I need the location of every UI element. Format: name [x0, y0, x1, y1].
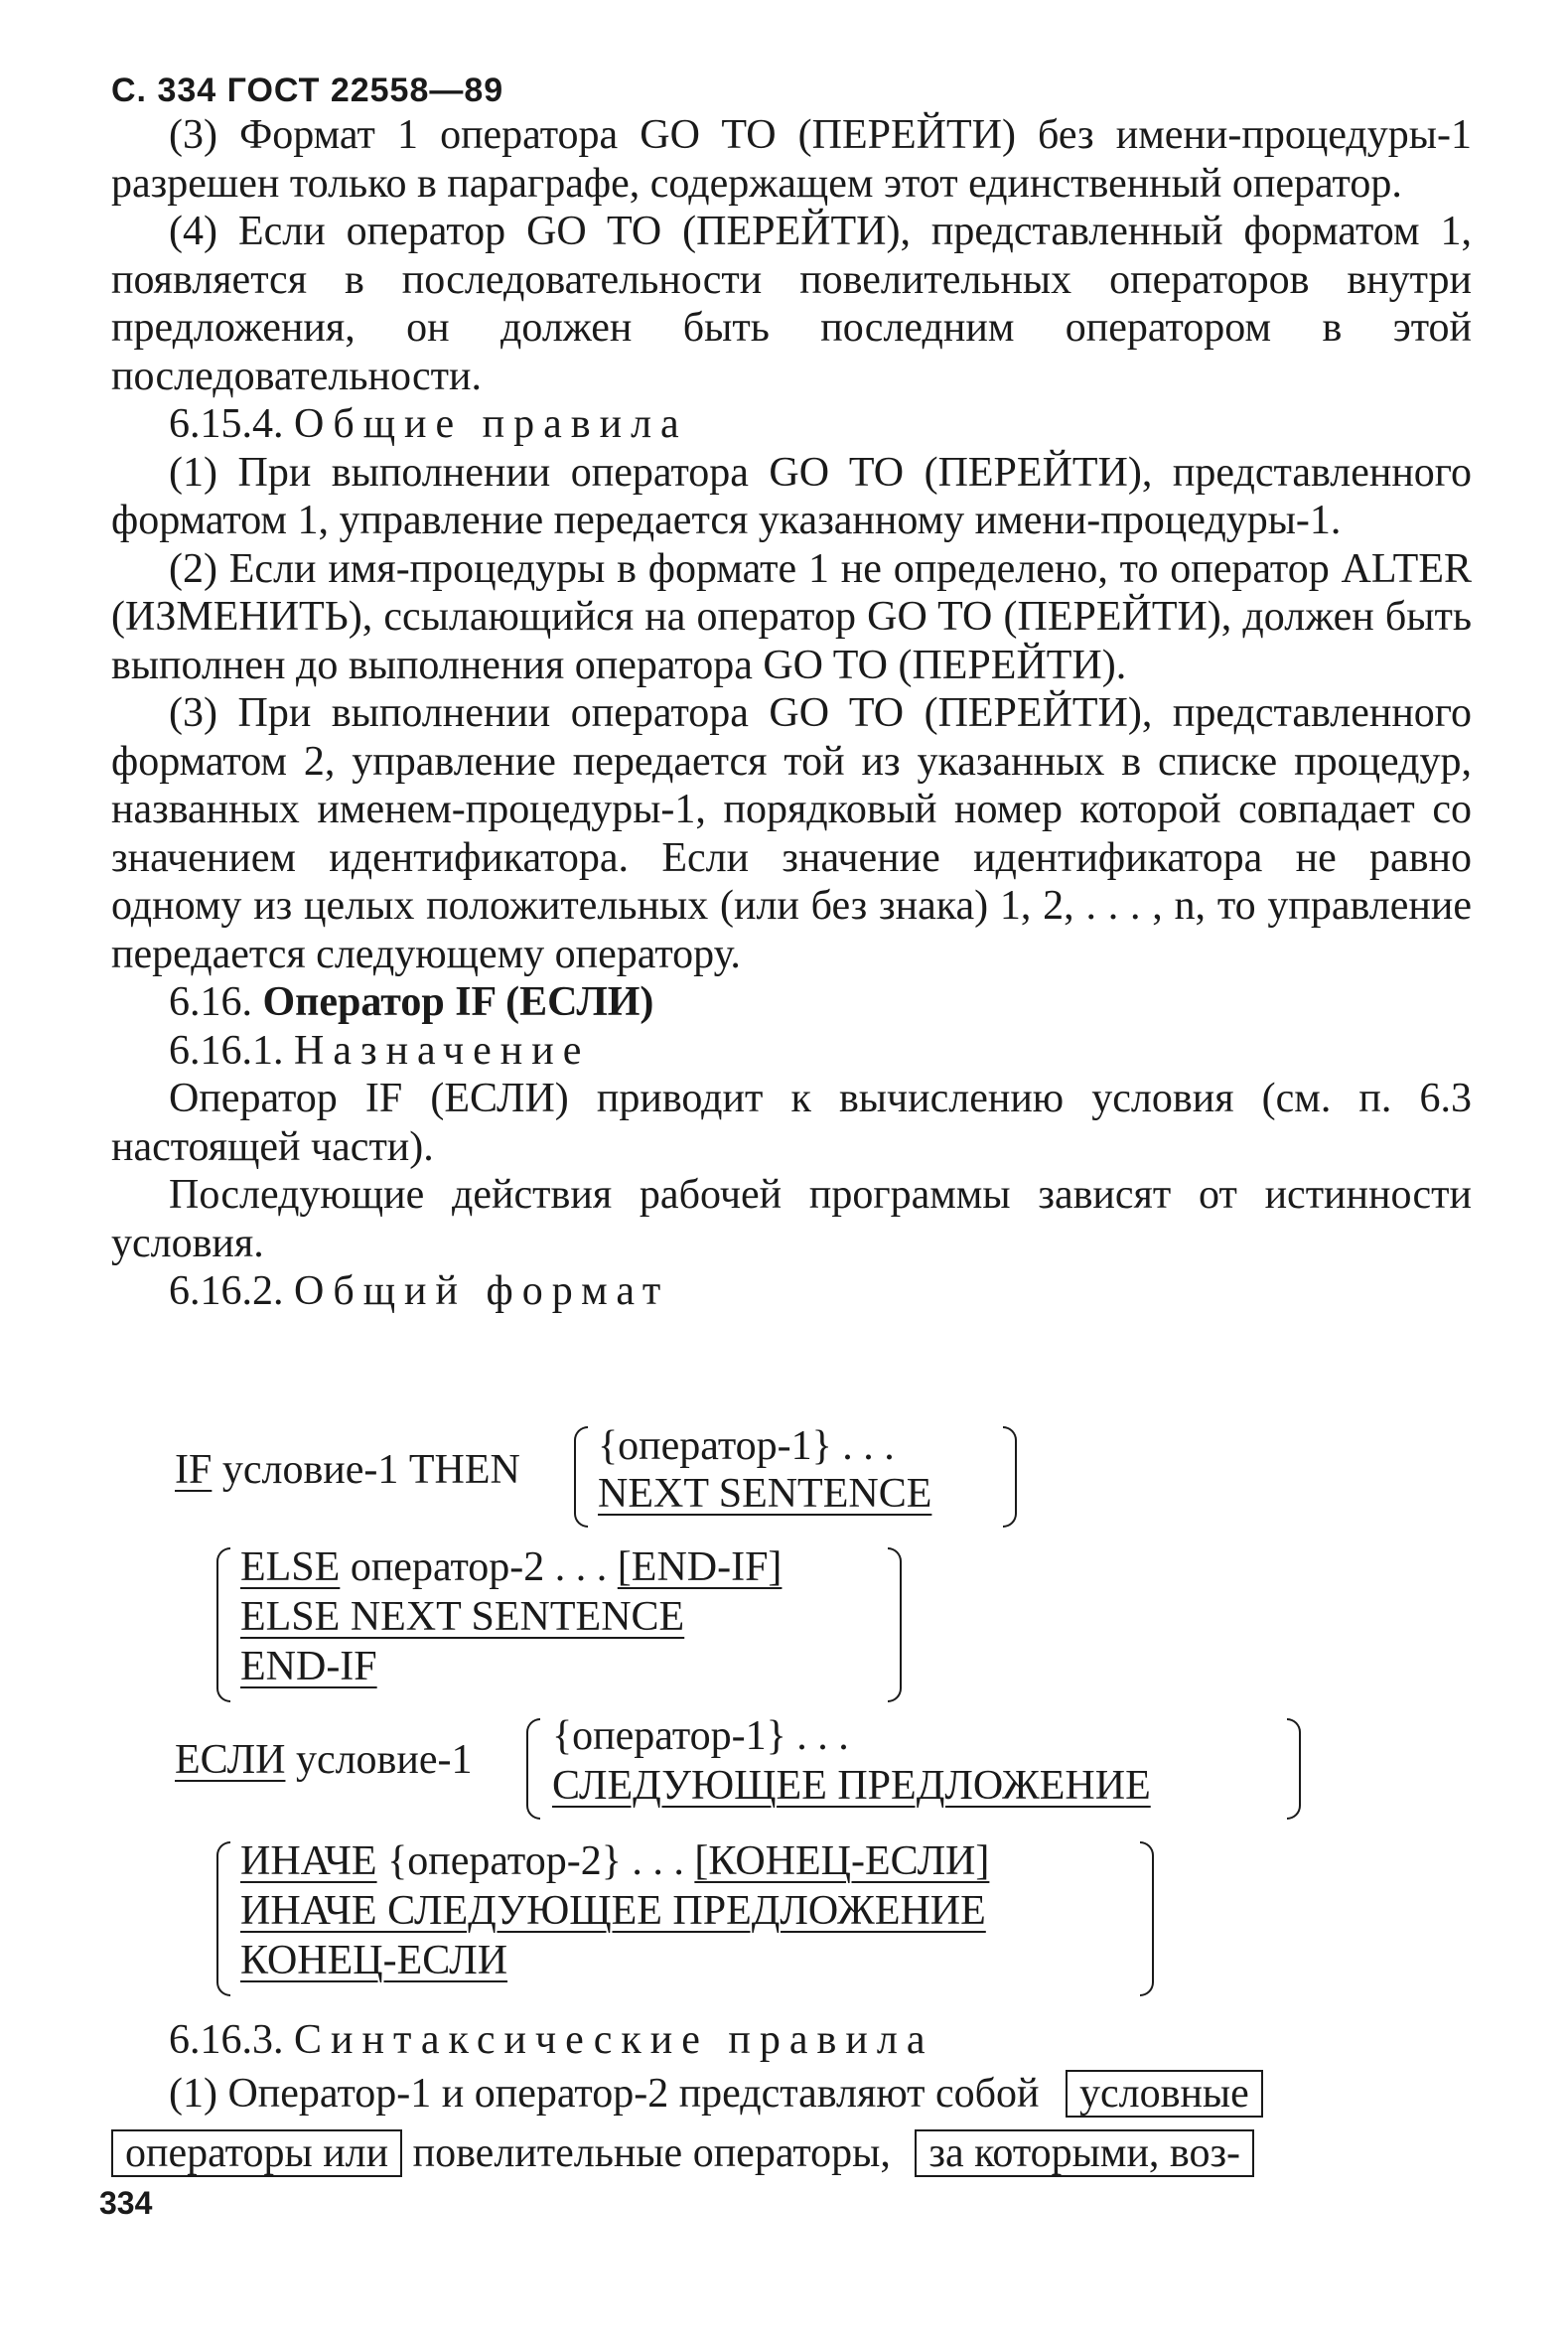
boxed-text: операторы или	[111, 2129, 402, 2177]
inache-line-1	[240, 1837, 989, 1885]
syntax-rule-1-start: (1) Оператор-1 и оператор-2 представляют собой	[169, 2071, 1040, 2117]
else-line-3: END-IF	[240, 1644, 377, 1689]
inache-keyword: ИНАЧЕ	[240, 1838, 377, 1884]
end-if-optional: [END-IF]	[617, 1544, 783, 1590]
rule-3-format: (3) Формат 1 оператора GO TO (ПЕРЕЙТИ) без имени-процедуры-1 разрешен только в параграфе, содержащем этот единственный оператор.	[111, 112, 1472, 207]
else-keyword: ELSE	[240, 1544, 341, 1590]
inache-line-2: ИНАЧЕ СЛЕДУЮЩЕЕ ПРЕДЛОЖЕНИЕ	[240, 1888, 986, 1934]
left-brace	[216, 1547, 230, 1702]
konec-esli-optional: [КОНЕЦ-ЕСЛИ]	[694, 1838, 990, 1884]
esli-condition: условие-1	[295, 1737, 473, 1783]
esli-keyword: ЕСЛИ	[175, 1737, 286, 1783]
page-header: С. 334 ГОСТ 22558—89	[111, 72, 504, 109]
inache-line-3: КОНЕЦ-ЕСЛИ	[240, 1938, 508, 1983]
if-condition: условие-1 THEN	[221, 1447, 520, 1493]
if-keyword: IF	[175, 1447, 213, 1493]
syntax-rule-1-mid: повелительные операторы,	[412, 2130, 891, 2176]
left-brace	[526, 1718, 540, 1820]
general-rule-3: (3) При выполнении оператора GO TO (ПЕРЕЙТИ), представленного форматом 2, управление передается той из указанных в списке процедур, названных именем-процедуры-1, порядковый номер которой совпадает со значением идентификатора. Если значение идентификатора не равно одному из целых положительных (или без знака) 1, 2, . . . , n, то управление передается следующему оператору.	[111, 690, 1472, 977]
esli-alt-2: СЛЕДУЮЩЕЕ ПРЕДЛОЖЕНИЕ	[552, 1763, 1151, 1809]
purpose-heading	[111, 1027, 1472, 1076]
purpose-title: Назначение	[294, 1027, 591, 1074]
left-brace	[216, 1841, 230, 1996]
right-brace	[1003, 1426, 1017, 1528]
purpose-text-2: Последующие действия рабочей программы зависят от истинности условия.	[111, 1172, 1472, 1266]
body-text	[111, 111, 1472, 1316]
else-line-2: ELSE NEXT SENTENCE	[240, 1594, 685, 1640]
syntax-heading	[111, 2016, 1472, 2070]
syntax-number: 6.16.3.	[169, 2017, 284, 2063]
general-rules-number: 6.15.4.	[169, 401, 284, 447]
format-title: Общий формат	[294, 1268, 670, 1314]
section-heading	[111, 978, 1472, 1027]
else-line-1	[240, 1543, 782, 1591]
right-brace	[1140, 1841, 1154, 1996]
syntax-title: Синтаксические правила	[294, 2017, 934, 2063]
syntax-rule-1-line-1	[111, 2070, 1472, 2129]
general-rules-title: Общие правила	[294, 401, 688, 447]
right-brace	[888, 1547, 902, 1702]
syntax-rules	[111, 2016, 1472, 2185]
right-brace	[1287, 1718, 1301, 1820]
general-rule-2: (2) Если имя-процедуры в формате 1 не определено, то оператор ALTER (ИЗМЕНИТЬ), ссылающийся на оператор GO TO (ПЕРЕЙТИ), должен быть выполнен до выполнения оператора GO TO (ПЕРЕЙТИ).	[111, 545, 1472, 688]
section-title: Оператор IF (ЕСЛИ)	[262, 979, 654, 1025]
purpose-text-1: Оператор IF (ЕСЛИ) приводит к вычислению условия (см. п. 6.3 настоящей части).	[111, 1076, 1472, 1170]
boxed-text: за которыми, воз-	[915, 2129, 1254, 2177]
format-heading	[111, 1267, 1472, 1316]
boxed-text: условные	[1066, 2070, 1263, 2118]
syntax-rule-1-line-2	[111, 2129, 1472, 2185]
if-alt-2: NEXT SENTENCE	[598, 1471, 932, 1517]
format-number: 6.16.2.	[169, 1268, 284, 1314]
else-statement: оператор-2 . . .	[350, 1544, 608, 1590]
rule-4-format: (4) Если оператор GO TO (ПЕРЕЙТИ), представленный форматом 1, появляется в последовательности повелительных операторов внутри предложения, он должен быть последним оператором в этой последовательности.	[111, 209, 1472, 399]
left-brace	[574, 1426, 588, 1528]
if-alt-1: {оператор-1} . . .	[598, 1423, 895, 1469]
section-number: 6.16.	[169, 979, 252, 1025]
page-number: 334	[99, 2185, 153, 2221]
general-rules-heading	[111, 400, 1472, 449]
general-rule-1: (1) При выполнении оператора GO TO (ПЕРЕЙТИ), представленного форматом 1, управление передается указанному имени-процедуры-1.	[111, 449, 1472, 543]
esli-alt-1: {оператор-1} . . .	[552, 1713, 849, 1759]
inache-statement: {оператор-2} . . .	[387, 1838, 684, 1884]
purpose-number: 6.16.1.	[169, 1027, 284, 1074]
